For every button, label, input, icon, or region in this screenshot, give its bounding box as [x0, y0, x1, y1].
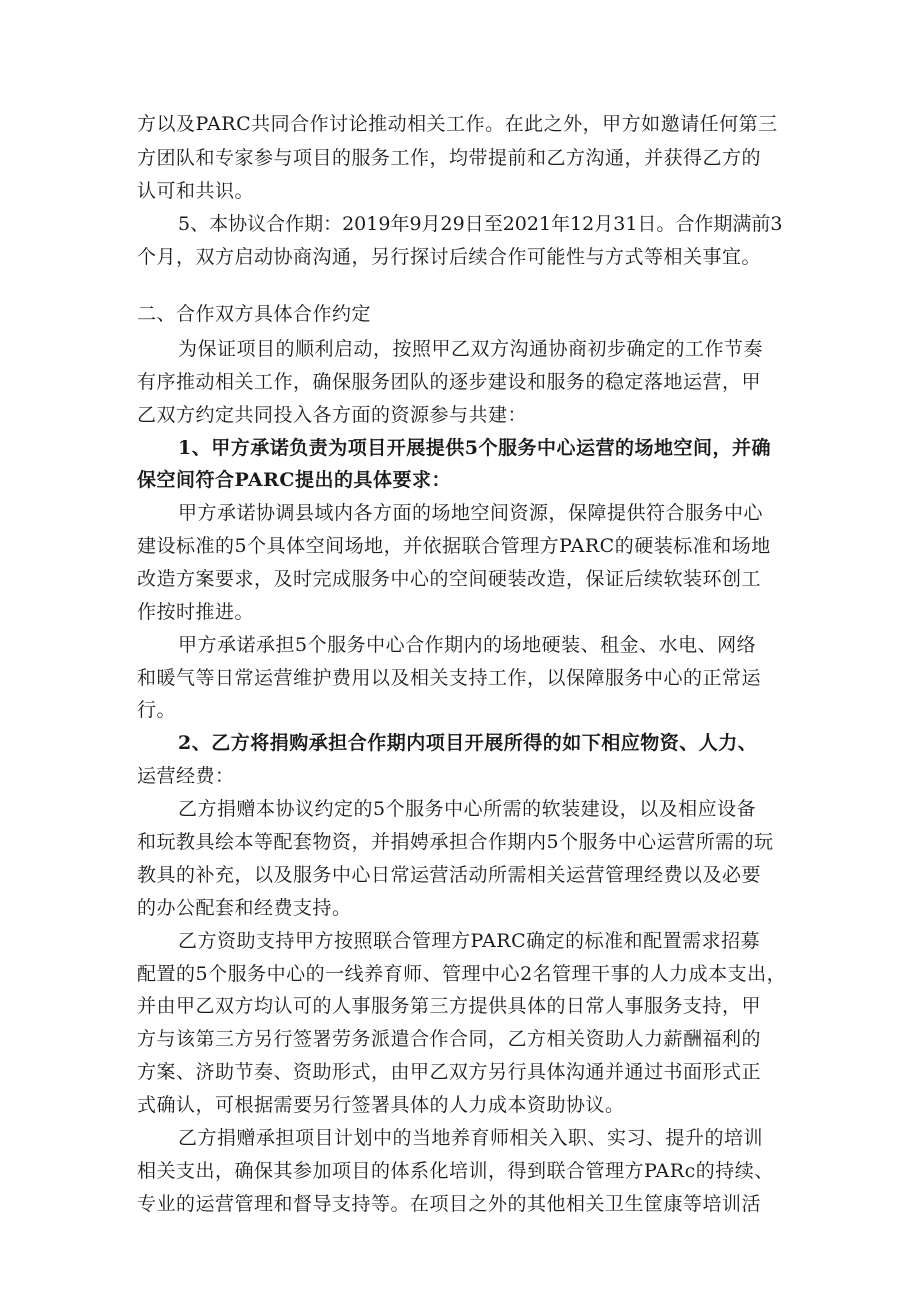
body-line: 的办公配套和经费支持。 — [137, 897, 352, 919]
body-line: 行。 — [137, 699, 177, 721]
body-line: 认可和共识。 — [137, 180, 255, 202]
body-line: 有序推动相关工作，确保服务团队的逐步建设和服务的稳定落地运营，甲 — [137, 371, 762, 393]
paragraph-start: 甲方承诺协调县域内各方面的场地空间资源，保障提供符合服务中心 — [178, 502, 764, 524]
clause-2-heading: 2、乙方将捐购承担合作期内项目开展所得的如下相应物资、人力、 — [178, 732, 758, 754]
body-line: 配置的5个服务中心的一线养育师、管理中心2名管理干事的人力成本支出， — [137, 963, 787, 985]
body-line: 建设标准的5个具体空间场地，并依据联合管理方PARC的硬装标准和场地 — [137, 535, 771, 557]
body-line: 乙双方约定共同投入各方面的资源参与共建： — [137, 404, 528, 426]
paragraph-start: 乙方捐赠承担项目计划中的当地养育师相关入职、实习、提升的培训 — [178, 1127, 764, 1149]
clause-2-heading-cont: 运营经费： — [137, 765, 235, 787]
body-line: 作按时推进。 — [137, 601, 255, 623]
section-heading: 二、合作双方具体合作约定 — [137, 303, 372, 325]
body-line: 并由甲乙双方均认可的人事服务第三方提供具体的日常人事服务支持，甲 — [137, 995, 762, 1017]
body-line: 相关支出，确保其参加项目的体系化培训，得到联合管理方PARc的持续、 — [137, 1160, 774, 1182]
clause-1-heading-cont: 保空间符合PARC提出的具体要求： — [137, 469, 452, 491]
body-line: 和玩教具绘本等配套物资，并捐娉承担合作期内5个服务中心运营所需的玩 — [137, 831, 774, 853]
paragraph-start: 乙方捐赠本协议约定的5个服务中心所需的软装建设，以及相应设备 — [178, 798, 757, 820]
clause-5-line: 5、本协议合作期：2019年9月29日至2021年12月31日。合作期满前3 — [178, 213, 783, 235]
paragraph-start: 甲方承诺承担5个服务中心合作期内的场地硬装、租金、水电、网络 — [178, 634, 757, 656]
body-line: 和暖气等日常运营维护费用以及相关支持工作，以保障服务中心的正常运 — [137, 667, 762, 689]
clause-1-heading: 1、甲方承诺负责为项目开展提供5个服务中心运营的场地空间，并确 — [178, 437, 771, 459]
body-line: 方案、济助节奏、资助形式，由甲乙双方另行具体沟通并通过书面形式正 — [137, 1061, 762, 1083]
body-line: 方与该第三方另行签署劳务派遣合作合同，乙方相关资助人力薪酬福利的 — [137, 1028, 762, 1050]
body-line: 方以及PARC共同合作讨论推动相关工作。在此之外，甲方如邀请任何第三 — [137, 113, 778, 135]
body-line: 个月，双方启动协商沟通，另行探讨后续合作可能性与方式等相关事宜。 — [137, 246, 762, 268]
paragraph-start: 乙方资助支持甲方按照联合管理方PARC确定的标准和配置需求招募 — [178, 930, 761, 952]
body-line: 方团队和专家参与项目的服务工作，均带提前和乙方沟通，并获得乙方的 — [137, 147, 762, 169]
body-line: 式确认，可根据需要另行签署具体的人力成本资助协议。 — [137, 1094, 625, 1116]
body-line: 教具的补充，以及服务中心日常运营活动所需相关运营管理经费以及必要 — [137, 864, 762, 886]
body-line: 专业的运营管理和督导支持等。在项目之外的其他相关卫生筐康等培训活 — [137, 1193, 762, 1215]
paragraph-start: 为保证项目的顺利启动，按照甲乙双方沟通协商初步确定的工作节奏 — [178, 338, 764, 360]
body-line: 改造方案要求，及时完成服务中心的空间硬装改造，保证后续软装环创工 — [137, 568, 762, 590]
